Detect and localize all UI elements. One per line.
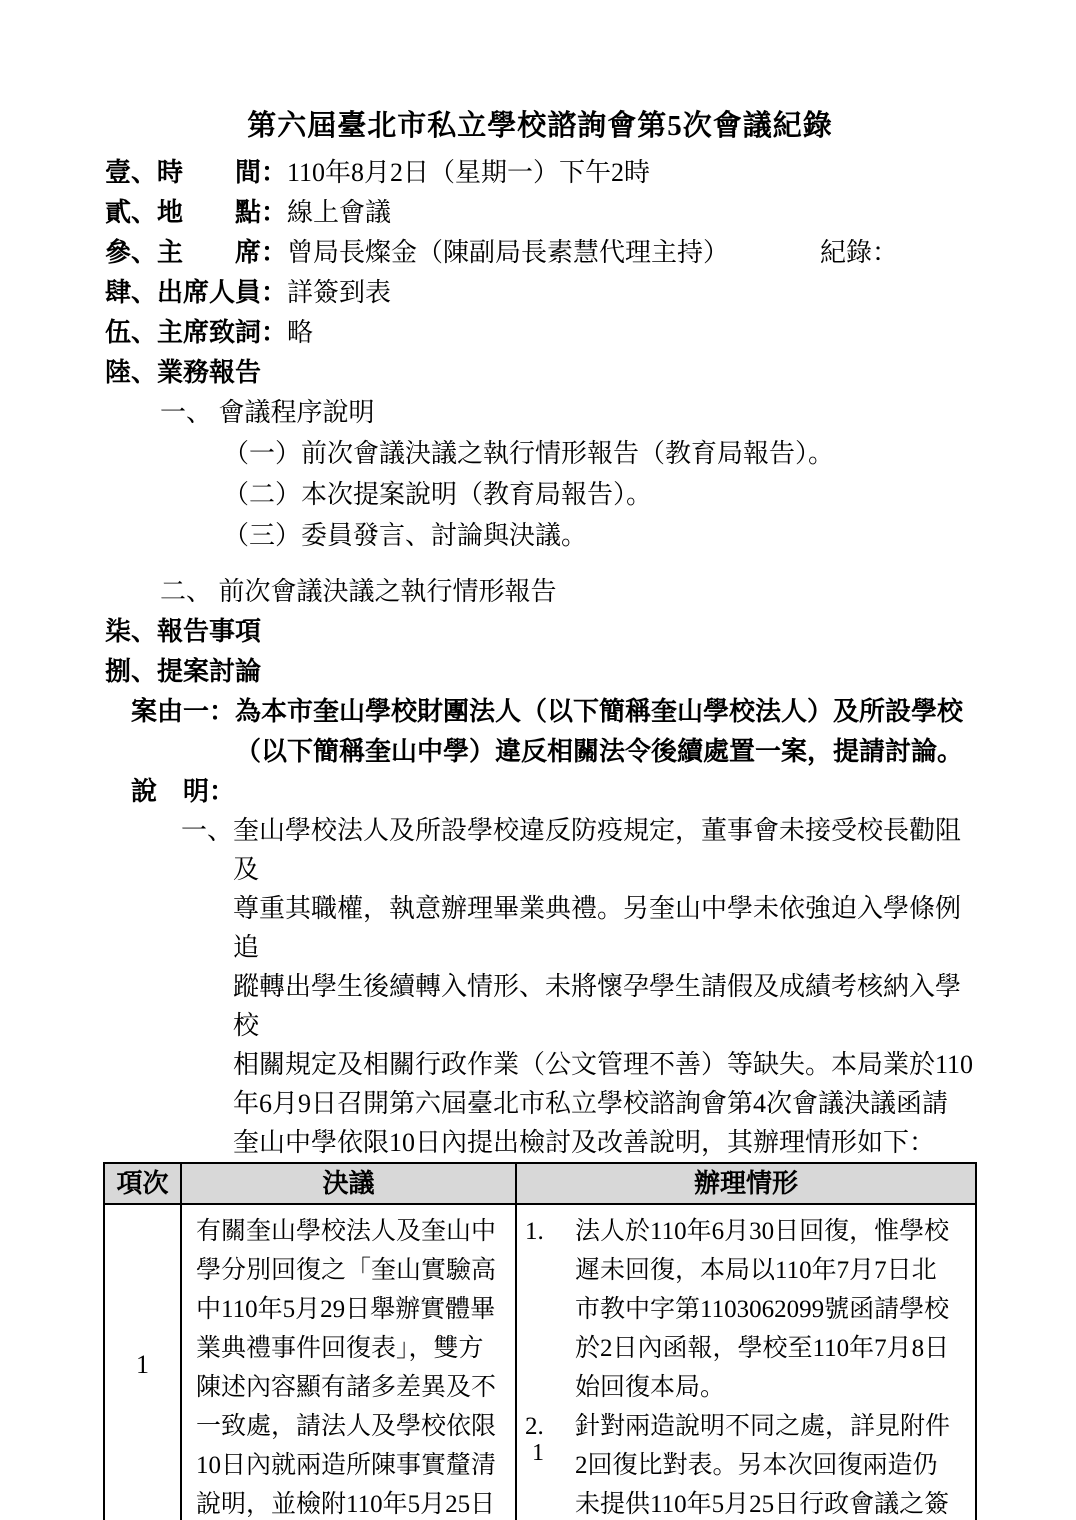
meta-line-remarks [105,313,975,353]
meta-line-place [105,193,975,233]
table-header-row [104,1163,976,1204]
meta-label-time: 壹、時 間： [105,158,288,187]
meta-value-chair: 曾局長燦金（陳副局長素慧代理主持） [287,238,730,267]
agenda-sub-item-3: （三）委員發言、討論與決議。 [223,521,588,550]
meta-line-chair [105,233,975,273]
case-1-label: 案由一： [131,697,236,726]
meta-label-attendees: 肆、出席人員： [105,278,288,307]
meta-value-place: 線上會議 [287,198,392,227]
handling-item-2-number: 2. [525,1413,544,1440]
handling-item-1 [525,1212,969,1407]
agenda-item-2: 二、 前次會議決議之執行情形報告 [160,577,557,606]
cell-item-no: 1 [104,1204,181,1520]
cell-resolution: 有關奎山學校法人及奎山中 學分別回復之「奎山實驗高 中110年5月29日舉辦實體畢 業典禮事件回復表」，雙方 陳述內容顯有諸多差異及不 一致處，請法人及學校依限 10日內就兩造所陳事實釐清 說明，並檢附110年5月25日 [181,1204,516,1520]
agenda-sub-item-2: （二）本次提案說明（教育局報告）。 [223,480,653,509]
handling-item-2-text: 針對兩造說明不同之處，詳見附件 2回復比對表。另本次回復兩造仍 未提供110年5月25日行政會議之簽 [575,1413,951,1518]
meta-line-attendees [105,273,975,313]
meta-recorder-label: 紀錄： [820,238,899,267]
handling-item-1-number: 1. [525,1218,544,1245]
table-header-handling: 辦理情形 [516,1163,976,1204]
explanation-point-1 [105,811,975,1162]
meta-line-time [105,153,975,193]
meta-value-attendees: 詳簽到表 [287,278,392,307]
table-header-resolution: 決議 [181,1163,516,1204]
agenda-sub-item-1: （一）前次會議決議之執行情形報告（教育局報告）。 [223,439,835,468]
meta-label-place: 貳、地 點： [105,198,288,227]
page-number: 1 [532,1440,544,1466]
table-header-item-no: 項次 [104,1163,181,1204]
meta-label-remarks: 伍、主席致詞： [105,318,288,347]
cell-handling [516,1204,976,1520]
meta-label-chair: 參、主 席： [105,238,288,267]
proposal-case-1 [105,692,975,772]
explanation-label: 說 明： [131,777,236,806]
table-row [104,1204,976,1520]
meta-section [105,153,975,353]
case-1-text: 為本市奎山學校財團法人（以下簡稱奎山學校法人）及所設學校 （以下簡稱奎山中學）違反相關法令後續處置一案，提請討論。 [235,697,964,766]
document-title: 第六屆臺北市私立學校諮詢會第5次會議紀錄 [247,110,833,142]
section-8-heading: 捌、提案討論 [105,657,262,686]
section-7-heading: 柒、報告事項 [105,617,262,646]
section-6-heading: 陸、業務報告 [105,358,262,387]
point-1-marker: 一、 [181,816,234,845]
meta-value-remarks: 略 [287,318,314,347]
point-1-text: 奎山學校法人及所設學校違反防疫規定，董事會未接受校長勸阻及 尊重其職權，執意辦理畢業典禮。另奎山中學未依強迫入學條例追 蹤轉出學生後續轉入情形、未將懷孕學生請假及成績考核納入學校 相關規定及相關行政作業（公文管理不善）等缺失。本局業於110 年6月9日召開第六屆臺北市私立學校諮詢會第4次會議決議函請 奎山中學依限10日內提出檢討及改善說明，其辦理情形如下： [233,816,974,1157]
handling-item-1-text: 法人於110年6月30日回復，惟學校 遲未回復，本局以110年7月7日北 市教中字第1103062099號函請學校 於2日內函報，學校至110年7月8日 始回復本局。 [575,1218,950,1401]
agenda-item-1: 一、 會議程序說明 [160,398,375,427]
meta-value-time: 110年8月2日（星期一）下午2時 [287,158,651,187]
